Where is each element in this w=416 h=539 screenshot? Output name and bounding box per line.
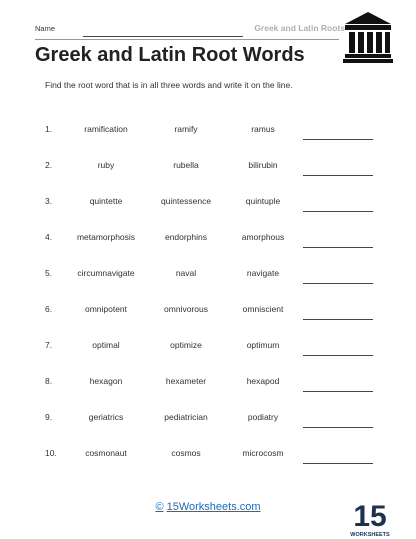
question-number: 4. <box>45 232 53 242</box>
answer-line[interactable] <box>303 427 373 428</box>
word-2: hexameter <box>165 376 207 386</box>
word-2: cosmos <box>171 448 201 458</box>
word-1: omnipotent <box>84 304 128 314</box>
answer-line[interactable] <box>303 139 373 140</box>
word-3: bilirubin <box>248 160 278 170</box>
question-row <box>0 225 416 245</box>
word-2: omnivorous <box>164 304 208 314</box>
name-line[interactable] <box>83 36 243 37</box>
word-3: navigate <box>246 268 280 278</box>
question-row <box>0 297 416 317</box>
question-number: 6. <box>45 304 53 314</box>
word-3: microcosm <box>242 448 284 458</box>
word-3: hexapod <box>246 376 280 386</box>
word-1: geriatrics <box>88 412 124 422</box>
greek-temple-icon <box>342 10 394 64</box>
word-3: podiatry <box>247 412 279 422</box>
question-number: 5. <box>45 268 53 278</box>
answer-line[interactable] <box>303 463 373 464</box>
instructions: Find the root word that is in all three words and write it on the line. <box>45 80 293 90</box>
question-number: 3. <box>45 196 53 206</box>
question-row <box>0 117 416 137</box>
word-1: quintette <box>89 196 123 206</box>
answer-line[interactable] <box>303 211 373 212</box>
word-1: metamorphosis <box>76 232 136 242</box>
copyright-symbol: © <box>155 501 164 513</box>
word-3: omniscient <box>242 304 284 314</box>
question-number: 9. <box>45 412 53 422</box>
word-3: ramus <box>251 124 275 134</box>
word-2: pediatrician <box>164 412 208 422</box>
answer-line[interactable] <box>303 175 373 176</box>
badge-number: 15 <box>353 500 387 533</box>
word-3: amorphous <box>241 232 285 242</box>
question-row <box>0 333 416 353</box>
header-row <box>35 24 345 38</box>
question-row <box>0 441 416 461</box>
answer-line[interactable] <box>303 391 373 392</box>
question-number: 2. <box>45 160 53 170</box>
word-1: circumnavigate <box>77 268 135 278</box>
question-row <box>0 153 416 173</box>
word-1: hexagon <box>89 376 123 386</box>
word-2: quintessence <box>160 196 212 206</box>
question-number: 10. <box>45 448 57 458</box>
question-number: 8. <box>45 376 53 386</box>
series-title: Greek and Latin Roots <box>254 23 345 33</box>
word-3: optimum <box>246 340 280 350</box>
answer-line[interactable] <box>303 355 373 356</box>
name-label: Name <box>35 24 56 33</box>
question-row <box>0 189 416 209</box>
question-number: 7. <box>45 340 53 350</box>
word-2: rubella <box>173 160 199 170</box>
word-2: endorphins <box>164 232 208 242</box>
word-1: ramification <box>84 124 128 134</box>
question-number: 1. <box>45 124 53 134</box>
answer-line[interactable] <box>303 247 373 248</box>
question-row <box>0 405 416 425</box>
word-2: ramify <box>174 124 198 134</box>
word-2: optimize <box>170 340 202 350</box>
site-link[interactable]: 15Worksheets.com <box>166 501 261 513</box>
word-1: ruby <box>97 160 115 170</box>
answer-line[interactable] <box>303 319 373 320</box>
question-row <box>0 369 416 389</box>
header-rule <box>35 39 339 40</box>
word-2: naval <box>175 268 197 278</box>
question-row <box>0 261 416 281</box>
word-1: cosmonaut <box>85 448 127 458</box>
badge-text: WORKSHEETS <box>350 532 390 538</box>
word-3: quintuple <box>245 196 281 206</box>
answer-line[interactable] <box>303 283 373 284</box>
worksheets-logo <box>350 493 390 539</box>
word-1: optimal <box>92 340 120 350</box>
page-title: Greek and Latin Root Words <box>35 44 305 66</box>
